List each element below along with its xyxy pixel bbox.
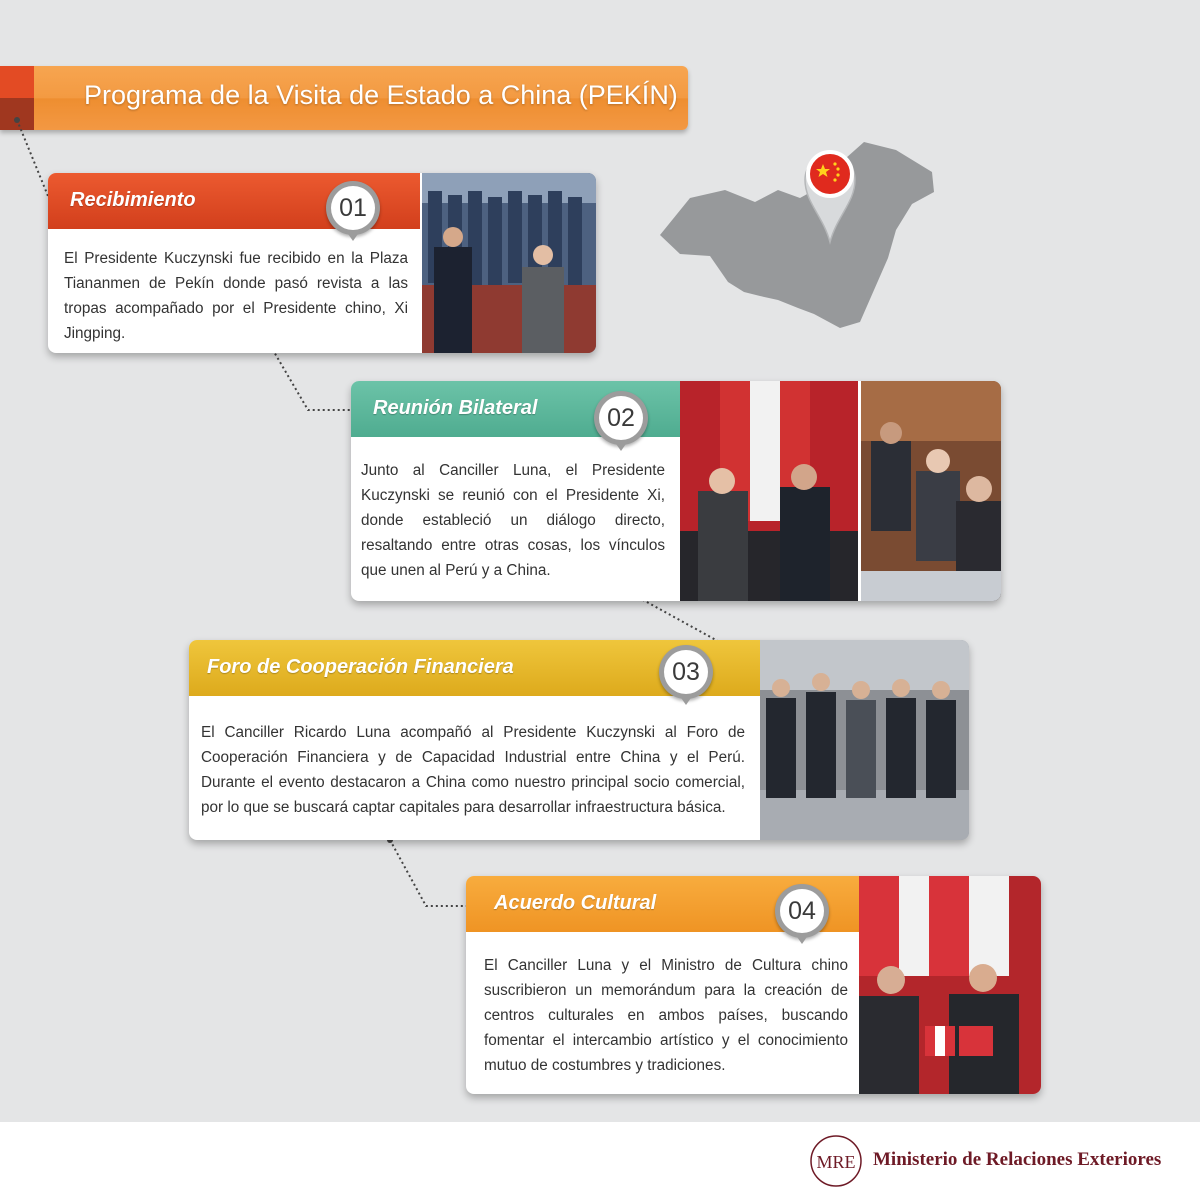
section-heading: Foro de Cooperación Financiera [207, 656, 514, 678]
page-title: Programa de la Visita de Estado a China (PEKÍN) [84, 80, 678, 110]
section-number-badge [326, 181, 380, 235]
mre-logo-icon [806, 1134, 866, 1188]
section-number-badge [594, 391, 648, 445]
title-bar [0, 66, 688, 130]
section-card-acuerdo-cultural [466, 876, 1041, 1094]
photo-cultural-signing [859, 876, 1041, 1094]
section-card-foro-cooperacion [189, 640, 969, 840]
mre-monogram: MRE [816, 1152, 856, 1172]
section-heading: Recibimiento [70, 189, 196, 211]
section-number: 01 [331, 186, 375, 230]
title-banner [34, 66, 688, 130]
section-description: El Presidente Kuczynski fue recibido en la Plaza Tiananmen de Pekín donde pasó revista a las tropas acompañado por el Presidente chino, Xi Jingping. [64, 250, 408, 342]
section-number-badge [659, 645, 713, 699]
china-map [650, 130, 950, 340]
section-heading: Acuerdo Cultural [494, 892, 657, 914]
photo-bilateral-meeting [861, 381, 1001, 601]
section-card-recibimiento [48, 173, 596, 353]
section-description: Junto al Canciller Luna, el Presidente Kuczynski se reunió con el Presidente Xi, donde estableció un diálogo directo, resaltando entre otras cosas, los vínculos que unen al Perú y a China. [361, 462, 665, 579]
section-number: 03 [664, 650, 708, 694]
photo-troop-review [422, 173, 596, 353]
section-description: El Canciller Luna y el Ministro de Cultura chino suscribieron un memorándum para la creación de centros culturales en ambos países, buscando fomentar el intercambio artístico y el conocimiento mutuo de costumbres y tradiciones. [484, 957, 848, 1074]
section-card-reunion-bilateral [351, 381, 1001, 601]
title-tab-shade [0, 98, 34, 130]
section-description: El Canciller Ricardo Luna acompañó al Presidente Kuczynski al Foro de Cooperación Financiera y de Capacidad Industrial entre China y el Perú. Durante el evento destacaron a China como nuestro principal socio comercial, por lo que se buscará captar capitales para desarrollar infraestructura básica. [201, 724, 745, 816]
section-number-badge [775, 884, 829, 938]
section-number: 02 [599, 396, 643, 440]
photo-forum-group [760, 640, 969, 840]
section-heading: Reunión Bilateral [373, 397, 538, 419]
section-number: 04 [780, 889, 824, 933]
ministry-name: Ministerio de Relaciones Exteriores [873, 1149, 1162, 1170]
china-map-shape [660, 142, 934, 328]
photo-handshake [680, 381, 858, 601]
